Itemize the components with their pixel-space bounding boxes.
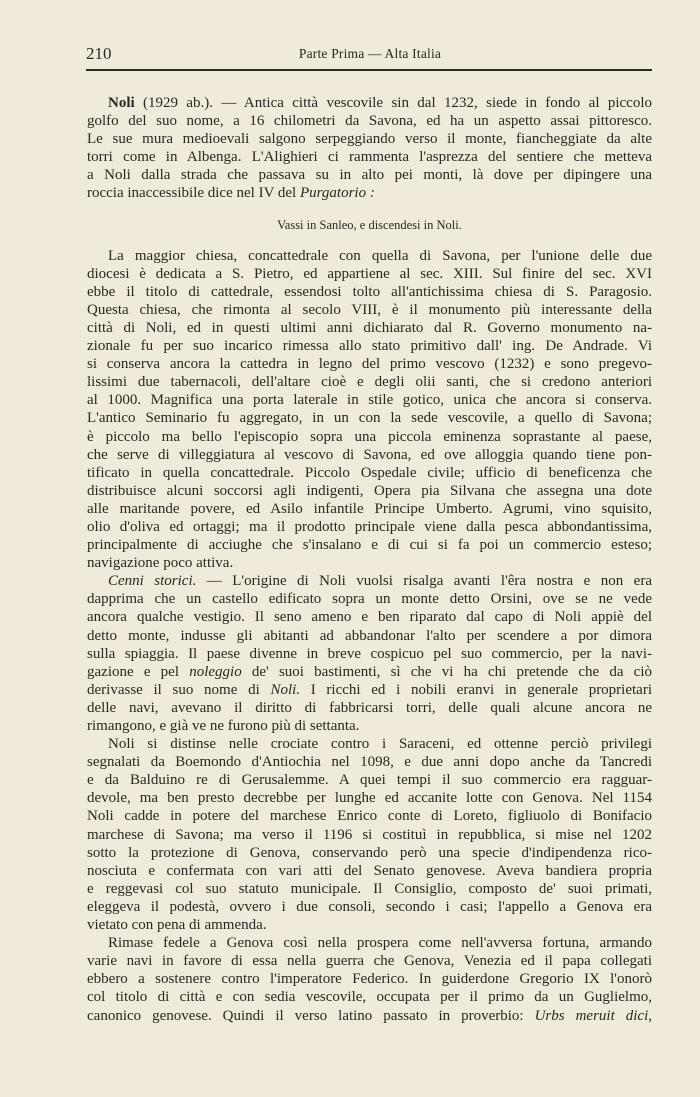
italic-text: Urbs meruit dici, bbox=[534, 1007, 652, 1024]
text-run: e reggevasi col suo statuto municipale. Il Consiglio, composto de' suoi primati, bbox=[87, 880, 652, 897]
text-run: Noli si distinse nelle crociate contro i Saraceni, ed ottenne perciò privilegi bbox=[108, 736, 652, 753]
text-line bbox=[87, 880, 652, 898]
text-line bbox=[87, 130, 652, 148]
text-line bbox=[87, 952, 652, 970]
text-run: distribuisce alcuni soccorsi agli indigenti, Opera pia Silvana che assegna una dote bbox=[87, 482, 652, 499]
text-line bbox=[87, 464, 652, 482]
text-run: al 1000. Magnifica una porta laterale in stile gotico, unica che ancora si conserva. bbox=[87, 392, 652, 409]
text-run: rimangono, e già ve ne furono più di settanta. bbox=[87, 718, 360, 734]
text-run: Noli cadde in potere del marchese Enrico conte di Loreto, figliuolo di Bonifacio bbox=[87, 808, 652, 825]
text-run: devole, ma ben presto decrebbe per lunghe ed accanite lotte con Genova. Nel 1154 bbox=[87, 790, 652, 807]
paragraph bbox=[87, 934, 652, 1024]
text-run: e da Balduino re di Gerusalemme. A quei tempi il suo commercio era ragguar- bbox=[87, 772, 652, 789]
text-run: torri come in Albenga. L'Alighieri ci rammenta l'asprezza del sentiere che metteva bbox=[87, 149, 652, 166]
paragraph bbox=[87, 572, 652, 735]
text-line bbox=[87, 482, 652, 500]
text-line bbox=[87, 735, 652, 753]
text-run: gazione e pel bbox=[87, 663, 190, 680]
text-line bbox=[87, 608, 652, 626]
text-line bbox=[87, 283, 652, 301]
text-run: navigazione poco attiva. bbox=[87, 555, 234, 572]
text-run: città di Noli, ed in questi ultimi anni dichiarato dal R. Governo monumento na- bbox=[87, 319, 652, 336]
verse-quote: Vassi in Sanleo, e discendesi in Noli. bbox=[277, 217, 462, 232]
text-run: delle navi, avevano il diritto di fabbricarsi torri, delle quali alcune ancora ne bbox=[87, 699, 652, 716]
text-run: nosciuta e confermata con vari atti del Senato genovese. Aveva bandiera propria bbox=[87, 862, 652, 879]
text-line bbox=[87, 112, 652, 130]
body-text bbox=[87, 94, 652, 1025]
text-line bbox=[87, 554, 652, 572]
text-run: eleggeva il podestà, ovvero i due consoli, secondo i casi; l'appello a Genova era bbox=[87, 898, 652, 915]
text-run: ancora qualche vestigio. Il seno ameno e ben riparato dal capo di Noli appiè del bbox=[87, 609, 652, 626]
text-line bbox=[87, 184, 652, 202]
text-line bbox=[87, 1007, 652, 1025]
text-run: L'antico Seminario fu aggregato, in un con la sede vescovile, a quello di Savona; bbox=[87, 410, 652, 427]
text-run: dapprima che un castello edificato sopra un monte detto Orsini, ove se ne vede bbox=[87, 591, 652, 608]
text-line bbox=[87, 826, 652, 844]
paragraph bbox=[87, 94, 652, 203]
text-line bbox=[87, 536, 652, 554]
text-line bbox=[87, 627, 652, 645]
text-line bbox=[87, 807, 652, 825]
running-head: Parte Prima — Alta Italia bbox=[298, 46, 442, 61]
italic-text: Purgatorio : bbox=[299, 185, 375, 202]
text-line bbox=[87, 862, 652, 880]
text-line bbox=[87, 94, 652, 112]
text-run: ebbe il titolo di cattedrale, essendosi tolto all'antichissima chiesa di S. Paragosio. bbox=[87, 283, 652, 300]
text-run: La maggior chiesa, concattedrale con quella di Savona, per l'unione delle due bbox=[108, 247, 652, 264]
text-run: marchese di Savona; ma verso il 1196 si costituì in repubblica, si mise nel 1202 bbox=[87, 826, 652, 843]
text-run: diocesi è dedicata a S. Pietro, ed appartiene al sec. XIII. Sul finire del sec. XVI bbox=[87, 265, 652, 282]
text-line bbox=[87, 789, 652, 807]
text-run: olio d'oliva ed ortaggi; ma il prodotto principale viene dalla pesca abbondantissima, bbox=[87, 518, 652, 535]
text-line bbox=[87, 934, 652, 952]
text-run: alle maritande povere, ed Asilo infantile Principe Umberto. Agrumi, vino squisito, bbox=[87, 500, 652, 517]
text-run: col titolo di città e con sedia vescovile, occupata per il primo da un Guglielmo, bbox=[87, 989, 652, 1006]
text-run: Questa chiesa, che rimonta al secolo VIII, è il monumento più interessante della bbox=[87, 301, 652, 318]
text-line bbox=[87, 988, 652, 1006]
text-run: tificato in quella concattedrale. Piccolo Ospedale civile; ufficio di beneficenza che bbox=[87, 464, 652, 481]
text-line bbox=[87, 166, 652, 184]
text-line bbox=[87, 355, 652, 373]
text-line bbox=[87, 717, 652, 735]
text-run: de' suoi bastimenti, sì che vi ha chi pretende che da ciò bbox=[241, 663, 653, 680]
text-line bbox=[87, 148, 652, 166]
text-line bbox=[87, 265, 652, 283]
text-line bbox=[87, 373, 652, 391]
text-line bbox=[87, 247, 652, 265]
italic-text: noleggio bbox=[189, 663, 242, 680]
text-line bbox=[87, 663, 652, 681]
text-run: I ricchi ed i nobili eranvi in generale proprietari bbox=[300, 681, 652, 698]
paragraph bbox=[87, 735, 652, 934]
text-run: golfo del suo nome, a 16 chilometri da Savona, ed ha un aspetto assai pittoresco. bbox=[87, 113, 652, 130]
text-line bbox=[87, 645, 652, 663]
text-line bbox=[87, 771, 652, 789]
text-run: Le sue mura medioevali salgono serpeggiando verso il monte, fiancheggiate da alte bbox=[87, 131, 652, 148]
text-run: sulla spiaggia. Il paese divenne in breve cospicuo pel suo commercio, per la navi- bbox=[87, 645, 652, 662]
text-run: — L'origine di Noli vuolsi risalga avanti l'êra nostra e non era bbox=[196, 573, 652, 590]
text-run: zionale fu per suo incarico rimessa allo stato primitivo dall' ing. De Andrade. Vi bbox=[87, 338, 652, 355]
text-line bbox=[87, 898, 652, 916]
text-line bbox=[87, 301, 652, 319]
text-line bbox=[87, 319, 652, 337]
paragraph bbox=[87, 247, 652, 573]
italic-text: Noli. bbox=[270, 681, 301, 698]
text-run: principalmente di acciughe che s'insalano e di cui si fa poi un commercio esteso; bbox=[87, 537, 652, 554]
text-run: (1929 ab.). — Antica città vescovile sin dal 1232, siede in fondo al piccolo bbox=[134, 95, 652, 111]
text-run: a Noli dalla strada che passava su in alto pei monti, là dove per dipingere una bbox=[87, 167, 652, 184]
text-run: varie navi in favore di essa nella guerra che Genova, Venezia ed il papa collegati bbox=[87, 953, 652, 970]
text-run: si conserva ancora la cattedra in legno del primo vescovo (1232) e sono pregevo- bbox=[87, 356, 652, 373]
text-run: è piccolo ma bello l'episcopio sopra una piccola eminenza soprastante al paese, bbox=[87, 428, 652, 445]
text-line bbox=[87, 446, 652, 464]
text-line bbox=[87, 753, 652, 771]
text-run: roccia inaccessibile dice nel IV del bbox=[87, 185, 300, 202]
text-line bbox=[87, 337, 652, 355]
italic-text: Cenni storici. bbox=[108, 573, 197, 590]
text-line bbox=[87, 572, 652, 590]
text-run: lissimi due tabernacoli, dell'altare cioè e degli olii santi, che si credono anteriori bbox=[87, 374, 652, 391]
page-number: 210 bbox=[86, 44, 112, 63]
text-line bbox=[87, 970, 652, 988]
text-line bbox=[87, 844, 652, 862]
text-run: detto monte, indusse gli abitanti ad abbandonar l'alto per scendere a por dimora bbox=[87, 627, 652, 644]
text-line bbox=[87, 409, 652, 427]
header-rule bbox=[86, 69, 652, 71]
text-line bbox=[87, 590, 652, 608]
text-run: derivasse il suo nome di bbox=[87, 681, 271, 698]
text-run: ebbero a sostenere contro l'imperatore Federico. In guiderdone Gregorio IX l'onorò bbox=[87, 971, 652, 988]
text-run: canonico genovese. Quindi il verso latino passato in proverbio: bbox=[87, 1007, 535, 1024]
text-line bbox=[87, 428, 652, 446]
bold-text: Noli bbox=[108, 95, 135, 111]
text-line bbox=[87, 699, 652, 717]
text-run: vietato con pena di ammenda. bbox=[87, 917, 267, 934]
text-run: sotto la protezione di Genova, conservando però una specie d'indipendenza rico- bbox=[87, 844, 652, 861]
text-run: segnalati da Boemondo d'Antiochia nel 1098, e due anni dopo anche da Tancredi bbox=[87, 754, 652, 771]
text-line bbox=[87, 391, 652, 409]
text-line bbox=[87, 500, 652, 518]
text-run: che serve di villeggiatura al vescovo di Savona, ed ove alloggia quando tiene pon- bbox=[87, 446, 652, 463]
text-line bbox=[87, 681, 652, 699]
text-run: Rimase fedele a Genova così nella prospera come nell'avversa fortuna, armando bbox=[108, 935, 652, 952]
text-line bbox=[87, 916, 652, 934]
text-line bbox=[87, 518, 652, 536]
